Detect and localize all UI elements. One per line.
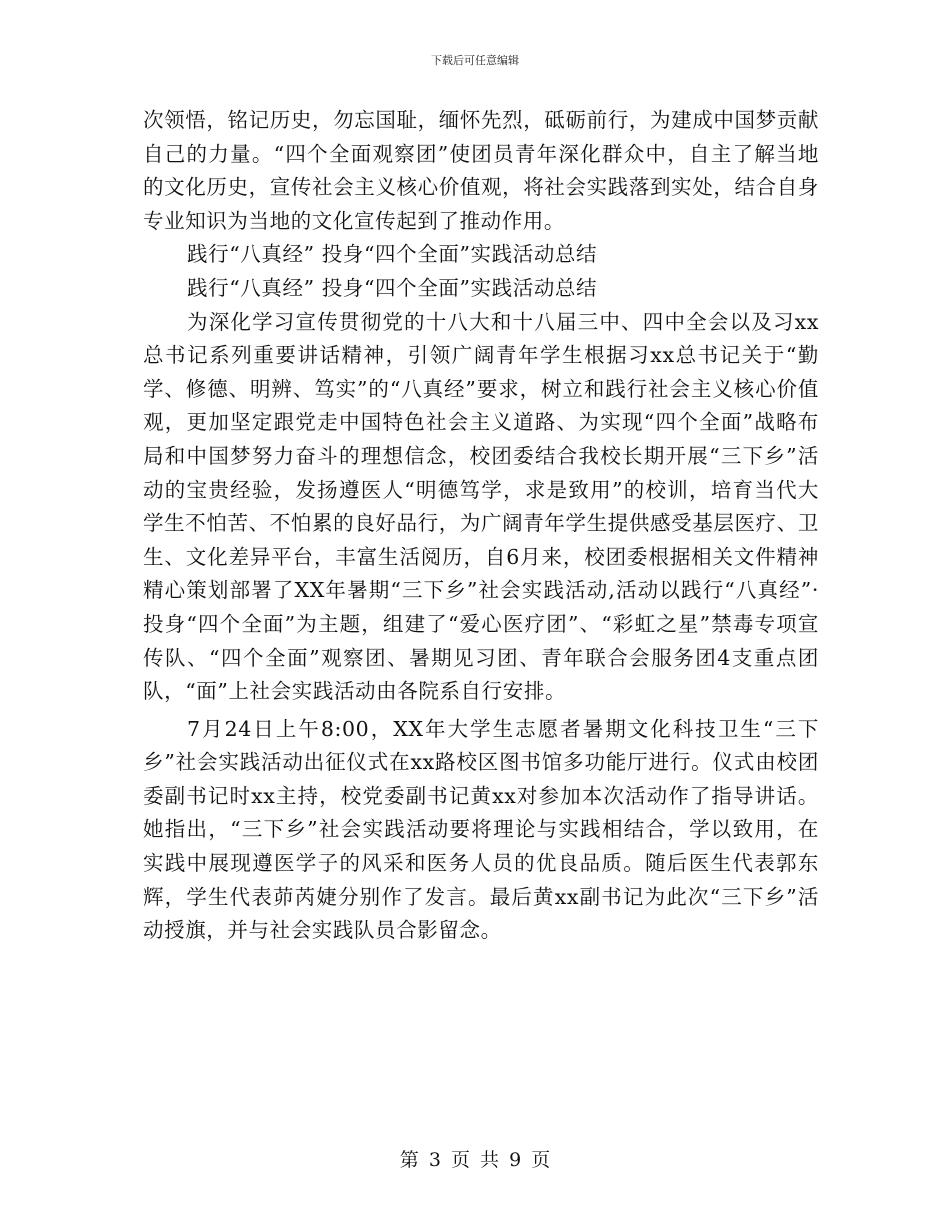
page-label-middle: 页 共 <box>450 1149 500 1171</box>
paragraph-continuation: 次领悟，铭记历史，勿忘国耻，缅怀先烈，砥砺前行，为建成中国梦贡献自己的力量。“四个全面观察团”使团员青年深化群众中，自主了解当地的文化历史，宣传社会主义核心价值观，将社会实践落到实处，结合自身专业知识为当地的文化宣传起到了推动作用。 <box>143 108 819 233</box>
current-page-number: 3 <box>428 1149 441 1171</box>
paragraph-ceremony: 7月24日上午8:00，XX年大学生志愿者暑期文化科技卫生“三下乡”社会实践活动出征仪式在xx路校区图书馆多功能厅进行。仪式由校团委副书记时xx主持，校党委副书记黄xx对参加本次活动作了指导讲话。她指出，“三下乡”社会实践活动要将理论与实践相结合，学以致用，在实践中展现遵医学子的风采和医务人员的优良品质。随后医生代表郭东辉，学生代表茆芮婕分别作了发言。最后黄xx副书记为此次“三下乡”活动授旗，并与社会实践队员合影留念。 <box>143 716 819 943</box>
document-body <box>143 104 819 948</box>
page-label-prefix: 第 <box>399 1149 419 1171</box>
total-pages-number: 9 <box>509 1149 522 1171</box>
section-title-repeat: 践行“八真经” 投身“四个全面”实践活动总结 <box>187 275 598 300</box>
page-label-suffix: 页 <box>531 1149 551 1171</box>
paragraph-intro: 为深化学习宣传贯彻党的十八大和十八届三中、四中全会以及习xx总书记系列重要讲话精神，引领广阔青年学生根据习xx总书记关于“勤学、修德、明辨、笃实”的“八真经”要求，树立和践行社会主义核心价值观，更加坚定跟党走中国特色社会主义道路、为实现“四个全面”战略布局和中国梦努力奋斗的理想信念，校团委结合我校长期开展“三下乡”活动的宝贵经验，发扬遵医人“明德笃学，求是致用”的校训，培育当代大学生不怕苦、不怕累的良好品行，为广阔青年学生提供感受基层医疗、卫生、文化差异平台，丰富生活阅历，自6月来，校团委根据相关文件精神精心策划部署了XX年暑期“三下乡”社会实践活动,活动以践行“八真经”·投身“四个全面”为主题，组建了“爱心医疗团”、“彩虹之星”禁毒专项宣传队、“四个全面”观察团、暑期见习团、青年联合会服务团4支重点团队，“面”上社会实践活动由各院系自行安排。 <box>143 309 819 704</box>
page-footer <box>0 1148 950 1172</box>
page-header: 下载后可任意编辑 <box>431 54 519 67</box>
section-title: 践行“八真经” 投身“四个全面”实践活动总结 <box>187 242 598 267</box>
